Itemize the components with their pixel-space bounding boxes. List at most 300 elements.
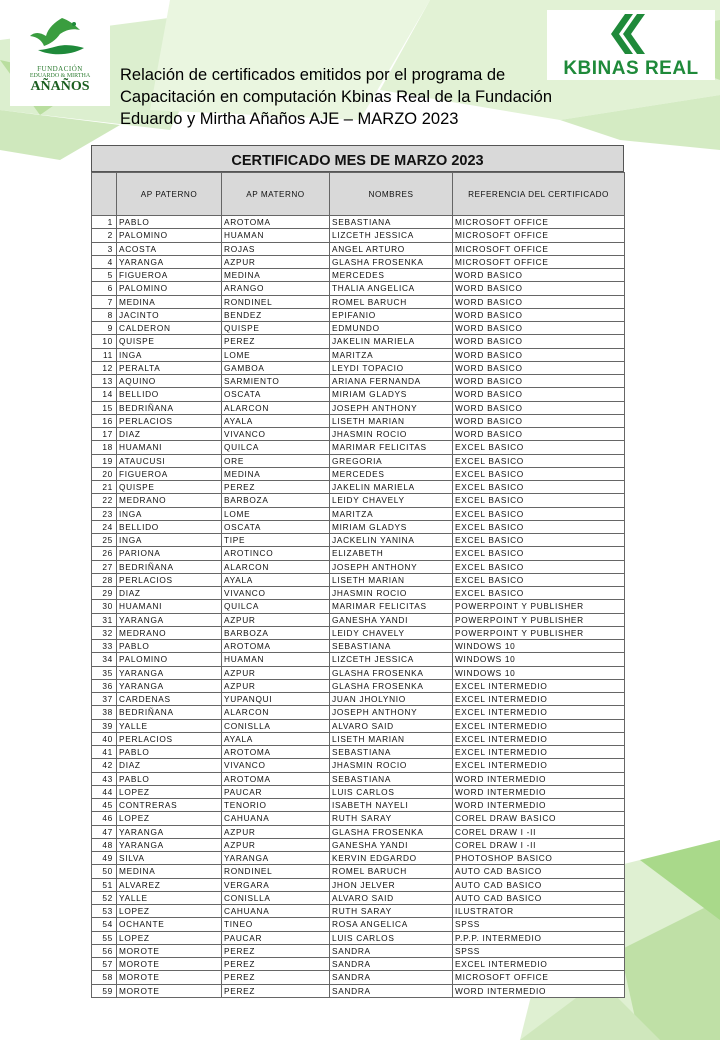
ap-materno-cell: GAMBOA	[222, 361, 330, 374]
ap-materno-cell: LOME	[222, 348, 330, 361]
nombres-cell: SEBASTIANA	[330, 216, 453, 229]
table-row	[92, 441, 625, 454]
referencia-cell: WORD INTERMEDIO	[453, 984, 625, 997]
referencia-cell: MICROSOFT OFFICE	[453, 971, 625, 984]
ap-paterno-cell: CALDERON	[117, 322, 222, 335]
table-row	[92, 626, 625, 639]
row-number: 28	[92, 573, 117, 586]
row-number: 41	[92, 746, 117, 759]
row-number: 31	[92, 613, 117, 626]
ap-paterno-cell: MEDRANO	[117, 626, 222, 639]
ap-materno-cell: ORE	[222, 454, 330, 467]
ap-materno-cell: PEREZ	[222, 481, 330, 494]
ap-paterno-cell: LOPEZ	[117, 905, 222, 918]
referencia-cell: WORD BASICO	[453, 335, 625, 348]
referencia-cell: EXCEL INTERMEDIO	[453, 759, 625, 772]
ap-paterno-cell: BEDRIÑANA	[117, 401, 222, 414]
row-number: 4	[92, 255, 117, 268]
table-row	[92, 905, 625, 918]
nombres-cell: LEIDY CHAVELY	[330, 626, 453, 639]
table-row	[92, 494, 625, 507]
ap-materno-cell: PAUCAR	[222, 931, 330, 944]
row-number: 24	[92, 520, 117, 533]
table-row	[92, 361, 625, 374]
ap-paterno-cell: QUISPE	[117, 481, 222, 494]
ap-materno-cell: AZPUR	[222, 613, 330, 626]
ap-paterno-cell: AQUINO	[117, 375, 222, 388]
ap-paterno-cell: HUAMANI	[117, 600, 222, 613]
nombres-cell: SANDRA	[330, 971, 453, 984]
nombres-cell: ISABETH NAYELI	[330, 799, 453, 812]
table-row	[92, 335, 625, 348]
nombres-cell: SEBASTIANA	[330, 772, 453, 785]
referencia-cell: MICROSOFT OFFICE	[453, 242, 625, 255]
title-line-1: Relación de certificados emitidos por el programa de	[120, 66, 506, 84]
referencia-cell: POWERPOINT Y PUBLISHER	[453, 600, 625, 613]
row-number: 53	[92, 905, 117, 918]
table-row	[92, 852, 625, 865]
ap-materno-cell: AROTOMA	[222, 216, 330, 229]
table-row	[92, 375, 625, 388]
nombres-cell: JUAN JHOLYNIO	[330, 693, 453, 706]
nombres-cell: LUIS CARLOS	[330, 785, 453, 798]
ap-paterno-cell: YARANGA	[117, 825, 222, 838]
nombres-cell: MERCEDES	[330, 269, 453, 282]
row-number: 33	[92, 640, 117, 653]
nombres-cell: ARIANA FERNANDA	[330, 375, 453, 388]
table-row	[92, 587, 625, 600]
nombres-cell: GLASHA FROSENKA	[330, 255, 453, 268]
ap-materno-cell: LOME	[222, 507, 330, 520]
table-row	[92, 719, 625, 732]
table-row	[92, 613, 625, 626]
ap-paterno-cell: DIAZ	[117, 759, 222, 772]
ap-materno-cell: RONDINEL	[222, 865, 330, 878]
ap-materno-cell: AZPUR	[222, 255, 330, 268]
ap-paterno-cell: MOROTE	[117, 984, 222, 997]
ap-paterno-cell: MEDINA	[117, 865, 222, 878]
nombres-cell: SANDRA	[330, 944, 453, 957]
ap-materno-cell: PEREZ	[222, 958, 330, 971]
referencia-cell: WORD BASICO	[453, 322, 625, 335]
table-row	[92, 958, 625, 971]
nombres-cell: ROMEL BARUCH	[330, 865, 453, 878]
referencia-cell: WORD BASICO	[453, 388, 625, 401]
row-number: 17	[92, 428, 117, 441]
ap-paterno-cell: DIAZ	[117, 587, 222, 600]
ap-materno-cell: PEREZ	[222, 335, 330, 348]
referencia-cell: EXCEL BASICO	[453, 534, 625, 547]
table-row	[92, 891, 625, 904]
ap-paterno-cell: FIGUEROA	[117, 269, 222, 282]
ap-paterno-cell: PABLO	[117, 772, 222, 785]
row-number: 30	[92, 600, 117, 613]
ap-paterno-cell: ATAUCUSI	[117, 454, 222, 467]
row-number: 21	[92, 481, 117, 494]
table-row	[92, 322, 625, 335]
ap-materno-cell: MEDINA	[222, 467, 330, 480]
ap-paterno-cell: JACINTO	[117, 308, 222, 321]
row-number: 48	[92, 838, 117, 851]
nombres-cell: MARIMAR FELICITAS	[330, 441, 453, 454]
table-row	[92, 507, 625, 520]
ap-materno-cell: PAUCAR	[222, 785, 330, 798]
kbinas-real-logo	[547, 10, 715, 80]
table-row	[92, 428, 625, 441]
referencia-cell: ILUSTRATOR	[453, 905, 625, 918]
table-row	[92, 878, 625, 891]
logo-line-2: EDUARDO & MIRTHA	[29, 73, 91, 79]
referencia-cell: POWERPOINT Y PUBLISHER	[453, 613, 625, 626]
row-number: 15	[92, 401, 117, 414]
row-number: 58	[92, 971, 117, 984]
row-number: 52	[92, 891, 117, 904]
row-number: 39	[92, 719, 117, 732]
nombres-cell: ANGEL ARTURO	[330, 242, 453, 255]
ap-paterno-cell: PERLACIOS	[117, 573, 222, 586]
row-number: 7	[92, 295, 117, 308]
ap-materno-cell: CONISLLA	[222, 891, 330, 904]
table-row	[92, 308, 625, 321]
table-row	[92, 560, 625, 573]
table-row	[92, 481, 625, 494]
nombres-cell: JHASMIN ROCIO	[330, 587, 453, 600]
nombres-cell: SANDRA	[330, 984, 453, 997]
table-row	[92, 269, 625, 282]
referencia-cell: SPSS	[453, 944, 625, 957]
nombres-cell: LIZCETH JESSICA	[330, 653, 453, 666]
ap-materno-cell: BARBOZA	[222, 494, 330, 507]
certificates-table	[91, 145, 624, 998]
nombres-cell: SEBASTIANA	[330, 746, 453, 759]
referencia-cell: WORD BASICO	[453, 295, 625, 308]
table-row	[92, 825, 625, 838]
row-number: 38	[92, 706, 117, 719]
referencia-cell: PHOTOSHOP BASICO	[453, 852, 625, 865]
column-header-nombres: NOMBRES	[330, 173, 453, 216]
ap-materno-cell: ARANGO	[222, 282, 330, 295]
row-number: 57	[92, 958, 117, 971]
table-row	[92, 467, 625, 480]
row-number: 9	[92, 322, 117, 335]
ap-materno-cell: AROTOMA	[222, 746, 330, 759]
ap-materno-cell: CAHUANA	[222, 812, 330, 825]
column-header-number	[92, 173, 117, 216]
nombres-cell: MARITZA	[330, 348, 453, 361]
table-row	[92, 746, 625, 759]
ap-materno-cell: VERGARA	[222, 878, 330, 891]
referencia-cell: WORD BASICO	[453, 348, 625, 361]
row-number: 36	[92, 679, 117, 692]
referencia-cell: AUTO CAD BASICO	[453, 878, 625, 891]
ap-paterno-cell: INGA	[117, 348, 222, 361]
row-number: 32	[92, 626, 117, 639]
row-number: 10	[92, 335, 117, 348]
referencia-cell: EXCEL BASICO	[453, 494, 625, 507]
row-number: 50	[92, 865, 117, 878]
table-row	[92, 401, 625, 414]
nombres-cell: RUTH SARAY	[330, 812, 453, 825]
row-number: 13	[92, 375, 117, 388]
title-line-3: Eduardo y Mirtha Añaños AJE – MARZO 2023	[120, 110, 459, 128]
ap-paterno-cell: ALVAREZ	[117, 878, 222, 891]
table-row	[92, 812, 625, 825]
row-number: 23	[92, 507, 117, 520]
table-body	[92, 216, 625, 998]
row-number: 46	[92, 812, 117, 825]
ap-paterno-cell: OCHANTE	[117, 918, 222, 931]
ap-paterno-cell: PABLO	[117, 746, 222, 759]
column-header-referencia: REFERENCIA DEL CERTIFICADO	[453, 173, 625, 216]
ap-paterno-cell: YARANGA	[117, 613, 222, 626]
row-number: 14	[92, 388, 117, 401]
ap-paterno-cell: BELLIDO	[117, 520, 222, 533]
nombres-cell: LIZCETH JESSICA	[330, 229, 453, 242]
referencia-cell: WORD BASICO	[453, 361, 625, 374]
table-row	[92, 573, 625, 586]
row-number: 54	[92, 918, 117, 931]
nombres-cell: ROMEL BARUCH	[330, 295, 453, 308]
referencia-cell: AUTO CAD BASICO	[453, 891, 625, 904]
ap-paterno-cell: PERLACIOS	[117, 414, 222, 427]
referencia-cell: EXCEL BASICO	[453, 520, 625, 533]
row-number: 44	[92, 785, 117, 798]
fundacion-logo	[10, 10, 110, 106]
ap-paterno-cell: PARIONA	[117, 547, 222, 560]
table-row	[92, 984, 625, 997]
ap-materno-cell: OSCATA	[222, 388, 330, 401]
table-row	[92, 520, 625, 533]
referencia-cell: EXCEL INTERMEDIO	[453, 693, 625, 706]
row-number: 47	[92, 825, 117, 838]
ap-materno-cell: TINEO	[222, 918, 330, 931]
nombres-cell: ELIZABETH	[330, 547, 453, 560]
ap-paterno-cell: YARANGA	[117, 679, 222, 692]
ap-materno-cell: PEREZ	[222, 971, 330, 984]
table-row	[92, 454, 625, 467]
nombres-cell: JHASMIN ROCIO	[330, 428, 453, 441]
referencia-cell: COREL DRAW I -II	[453, 825, 625, 838]
nombres-cell: JOSEPH ANTHONY	[330, 401, 453, 414]
ap-paterno-cell: LOPEZ	[117, 812, 222, 825]
referencia-cell: EXCEL BASICO	[453, 547, 625, 560]
table-row	[92, 653, 625, 666]
ap-materno-cell: CONISLLA	[222, 719, 330, 732]
referencia-cell: WORD BASICO	[453, 308, 625, 321]
ap-materno-cell: HUAMAN	[222, 229, 330, 242]
referencia-cell: EXCEL INTERMEDIO	[453, 958, 625, 971]
ap-materno-cell: YARANGA	[222, 852, 330, 865]
referencia-cell: SPSS	[453, 918, 625, 931]
table-row	[92, 282, 625, 295]
ap-paterno-cell: CONTRERAS	[117, 799, 222, 812]
page-title	[120, 64, 560, 130]
referencia-cell: EXCEL INTERMEDIO	[453, 706, 625, 719]
table-row	[92, 547, 625, 560]
referencia-cell: WINDOWS 10	[453, 653, 625, 666]
table-row	[92, 918, 625, 931]
ap-paterno-cell: INGA	[117, 507, 222, 520]
table-row	[92, 229, 625, 242]
ap-paterno-cell: PERLACIOS	[117, 732, 222, 745]
table-row	[92, 865, 625, 878]
table-row	[92, 242, 625, 255]
row-number: 43	[92, 772, 117, 785]
nombres-cell: JAKELIN MARIELA	[330, 481, 453, 494]
ap-materno-cell: OSCATA	[222, 520, 330, 533]
nombres-cell: JHON JELVER	[330, 878, 453, 891]
referencia-cell: EXCEL BASICO	[453, 454, 625, 467]
ap-paterno-cell: MOROTE	[117, 944, 222, 957]
referencia-cell: EXCEL BASICO	[453, 507, 625, 520]
nombres-cell: JOSEPH ANTHONY	[330, 560, 453, 573]
row-number: 51	[92, 878, 117, 891]
ap-materno-cell: RONDINEL	[222, 295, 330, 308]
ap-paterno-cell: BELLIDO	[117, 388, 222, 401]
row-number: 35	[92, 666, 117, 679]
ap-paterno-cell: MOROTE	[117, 971, 222, 984]
ap-materno-cell: YUPANQUI	[222, 693, 330, 706]
nombres-cell: LUIS CARLOS	[330, 931, 453, 944]
ap-materno-cell: AYALA	[222, 573, 330, 586]
ap-paterno-cell: YARANGA	[117, 255, 222, 268]
nombres-cell: LISETH MARIAN	[330, 414, 453, 427]
referencia-cell: MICROSOFT OFFICE	[453, 216, 625, 229]
table-row	[92, 732, 625, 745]
referencia-cell: EXCEL BASICO	[453, 560, 625, 573]
table-row	[92, 600, 625, 613]
table-row	[92, 759, 625, 772]
ap-materno-cell: AROTINCO	[222, 547, 330, 560]
referencia-cell: COREL DRAW I -II	[453, 838, 625, 851]
ap-materno-cell: AROTOMA	[222, 772, 330, 785]
ap-paterno-cell: QUISPE	[117, 335, 222, 348]
ap-materno-cell: QUILCA	[222, 600, 330, 613]
table-row	[92, 679, 625, 692]
referencia-cell: WORD BASICO	[453, 375, 625, 388]
ap-paterno-cell: INGA	[117, 534, 222, 547]
row-number: 25	[92, 534, 117, 547]
table-row	[92, 295, 625, 308]
referencia-cell: EXCEL INTERMEDIO	[453, 719, 625, 732]
ap-paterno-cell: MEDINA	[117, 295, 222, 308]
row-number: 18	[92, 441, 117, 454]
referencia-cell: AUTO CAD BASICO	[453, 865, 625, 878]
ap-materno-cell: CAHUANA	[222, 905, 330, 918]
table-row	[92, 838, 625, 851]
ap-materno-cell: AYALA	[222, 732, 330, 745]
ap-materno-cell: SARMIENTO	[222, 375, 330, 388]
table-row	[92, 388, 625, 401]
row-number: 59	[92, 984, 117, 997]
ap-materno-cell: AZPUR	[222, 825, 330, 838]
table-row	[92, 706, 625, 719]
row-number: 42	[92, 759, 117, 772]
referencia-cell: EXCEL BASICO	[453, 467, 625, 480]
ap-materno-cell: AROTOMA	[222, 640, 330, 653]
nombres-cell: LEIDY CHAVELY	[330, 494, 453, 507]
ap-materno-cell: TENORIO	[222, 799, 330, 812]
table-row	[92, 640, 625, 653]
nombres-cell: ROSA ANGELICA	[330, 918, 453, 931]
referencia-cell: POWERPOINT Y PUBLISHER	[453, 626, 625, 639]
ap-materno-cell: AZPUR	[222, 679, 330, 692]
ap-paterno-cell: ACOSTA	[117, 242, 222, 255]
nombres-cell: GANESHA YANDI	[330, 613, 453, 626]
referencia-cell: EXCEL BASICO	[453, 441, 625, 454]
ap-paterno-cell: FIGUEROA	[117, 467, 222, 480]
referencia-cell: WORD INTERMEDIO	[453, 785, 625, 798]
ap-paterno-cell: DIAZ	[117, 428, 222, 441]
nombres-cell: MARITZA	[330, 507, 453, 520]
referencia-cell: EXCEL BASICO	[453, 481, 625, 494]
referencia-cell: WORD BASICO	[453, 401, 625, 414]
row-number: 5	[92, 269, 117, 282]
title-line-2: Capacitación en computación Kbinas Real de la Fundación	[120, 88, 553, 106]
row-number: 16	[92, 414, 117, 427]
ap-paterno-cell: PABLO	[117, 640, 222, 653]
table-title: CERTIFICADO MES DE MARZO 2023	[91, 145, 624, 172]
table-row	[92, 255, 625, 268]
ap-paterno-cell: PERALTA	[117, 361, 222, 374]
ap-materno-cell: HUAMAN	[222, 653, 330, 666]
ap-materno-cell: ALARCON	[222, 560, 330, 573]
row-number: 55	[92, 931, 117, 944]
nombres-cell: JOSEPH ANTHONY	[330, 706, 453, 719]
nombres-cell: ALVARO SAID	[330, 719, 453, 732]
row-number: 3	[92, 242, 117, 255]
referencia-cell: EXCEL INTERMEDIO	[453, 746, 625, 759]
nombres-cell: GREGORIA	[330, 454, 453, 467]
row-number: 34	[92, 653, 117, 666]
ap-paterno-cell: LOPEZ	[117, 785, 222, 798]
nombres-cell: GLASHA FROSENKA	[330, 679, 453, 692]
referencia-cell: WORD BASICO	[453, 269, 625, 282]
logo-line-1: FUNDACIÓN	[37, 65, 83, 73]
table-row	[92, 534, 625, 547]
row-number: 22	[92, 494, 117, 507]
ap-paterno-cell: SILVA	[117, 852, 222, 865]
nombres-cell: THALIA ANGELICA	[330, 282, 453, 295]
ap-paterno-cell: LOPEZ	[117, 931, 222, 944]
row-number: 56	[92, 944, 117, 957]
nombres-cell: MIRIAM GLADYS	[330, 388, 453, 401]
row-number: 6	[92, 282, 117, 295]
nombres-cell: SEBASTIANA	[330, 640, 453, 653]
ap-paterno-cell: BEDRIÑANA	[117, 706, 222, 719]
row-number: 40	[92, 732, 117, 745]
ap-paterno-cell: MEDRANO	[117, 494, 222, 507]
ap-materno-cell: PEREZ	[222, 944, 330, 957]
chevron-left-icon	[547, 10, 715, 58]
ap-paterno-cell: MOROTE	[117, 958, 222, 971]
table-header-row	[92, 173, 625, 216]
nombres-cell: MERCEDES	[330, 467, 453, 480]
nombres-cell: JHASMIN ROCIO	[330, 759, 453, 772]
table-row	[92, 666, 625, 679]
ap-materno-cell: BENDEZ	[222, 308, 330, 321]
row-number: 29	[92, 587, 117, 600]
ap-materno-cell: QUISPE	[222, 322, 330, 335]
referencia-cell: EXCEL INTERMEDIO	[453, 679, 625, 692]
row-number: 26	[92, 547, 117, 560]
referencia-cell: WINDOWS 10	[453, 640, 625, 653]
ap-materno-cell: PEREZ	[222, 984, 330, 997]
logo-line-3: AÑAÑOS	[30, 79, 90, 94]
table-row	[92, 971, 625, 984]
nombres-cell: MIRIAM GLADYS	[330, 520, 453, 533]
nombres-cell: GLASHA FROSENKA	[330, 825, 453, 838]
